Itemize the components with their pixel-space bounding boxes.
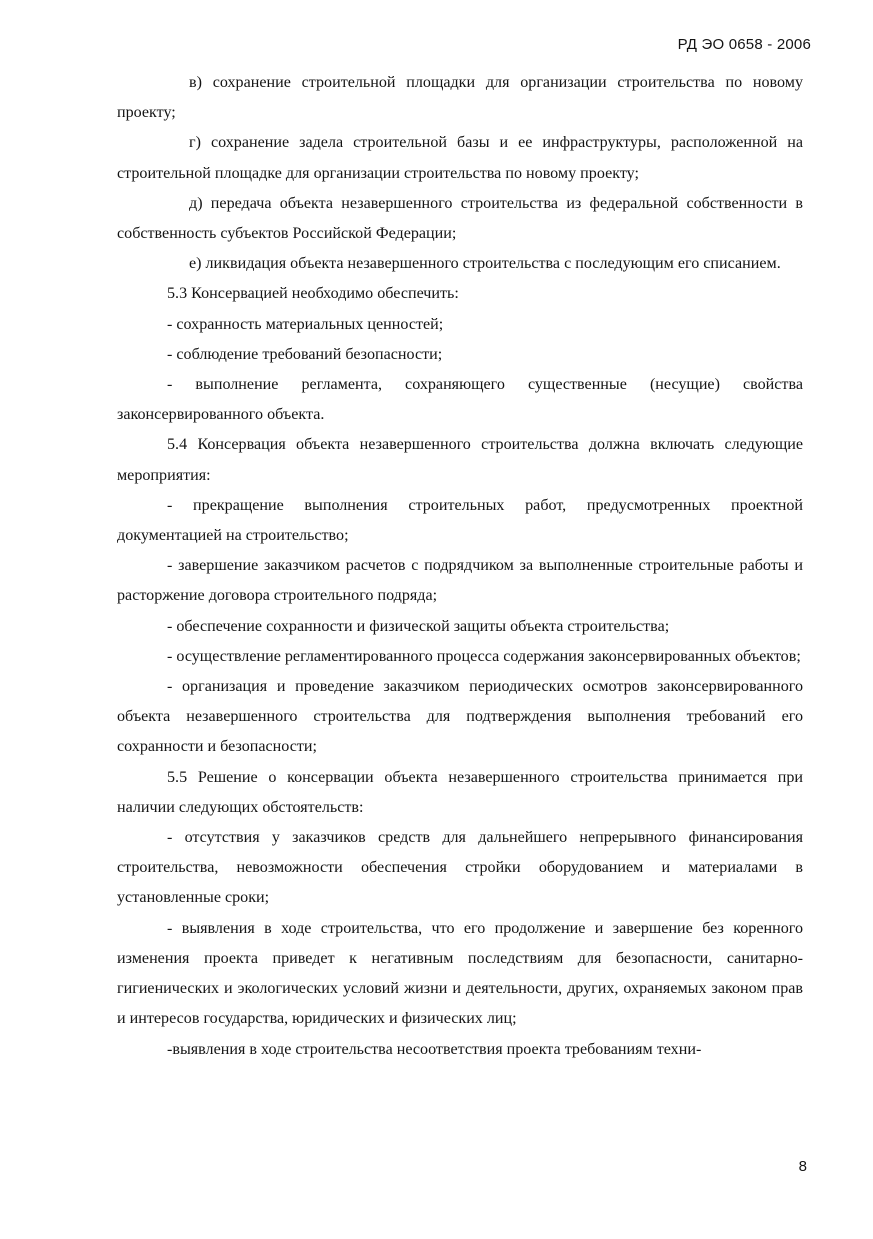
page-number: 8 xyxy=(798,1158,807,1175)
list-item-e: е) ликвидация объекта незавершенного строительства с последующим его списанием. xyxy=(189,255,781,273)
document-body xyxy=(117,68,803,1065)
section-5-5-heading: 5.5 Решение о консервации объекта незавершенного строительства принимается при наличии следующих обстоятельств: xyxy=(117,768,803,816)
section-5-4-heading: 5.4 Консервация объекта незавершенного строительства должна включать следующие мероприятия: xyxy=(117,436,803,484)
section-5-3-heading: 5.3 Консервацией необходимо обеспечить: xyxy=(167,285,459,303)
list-item-d: д) передача объекта незавершенного строительства из федеральной собственности в собственность субъектов Российской Федерации; xyxy=(117,194,803,243)
section-5-5-item: -выявления в ходе строительства несоответствия проекта требованиям техни- xyxy=(167,1040,702,1058)
section-5-4-item: - осуществление регламентированного процесса содержания законсервированных объектов; xyxy=(167,647,801,665)
document-code: РД ЭО 0658 - 2006 xyxy=(677,36,811,53)
list-item-v: в) сохранение строительной площадки для организации строительства по новому проекту; xyxy=(117,74,803,122)
section-5-3-item: - выполнение регламента, сохраняющего существенные (несущие) свойства законсервированного объекта. xyxy=(117,376,803,424)
section-5-5-item: - отсутствия у заказчиков средств для дальнейшего непрерывного финансирования строительства, невозможности обеспечения стройки оборудованием и материалами в установленные сроки; xyxy=(117,829,803,907)
section-5-4-item: - организация и проведение заказчиком периодических осмотров законсервированного объекта незавершенного строительства для подтверждения выполнения требований его сохранности и безопасности; xyxy=(117,678,803,756)
section-5-4-item: - завершение заказчиком расчетов с подрядчиком за выполненные строительные работы и расторжение договора строительного подряда; xyxy=(117,557,803,605)
section-5-3-item: - соблюдение требований безопасности; xyxy=(167,345,443,363)
list-item-g: г) сохранение задела строительной базы и ее инфраструктуры, расположенной на строительной площадке для организации строительства по новому проекту; xyxy=(117,134,803,182)
section-5-3-item: - сохранность материальных ценностей; xyxy=(167,315,444,333)
section-5-4-item: - обеспечение сохранности и физической защиты объекта строительства; xyxy=(167,617,670,635)
section-5-4-item: - прекращение выполнения строительных работ, предусмотренных проектной документацией на строительство; xyxy=(117,496,803,545)
section-5-5-item: - выявления в ходе строительства, что его продолжение и завершение без коренного изменения проекта приведет к негативным последствиям для безопасности, санитарно-гигиенических и экологических условий жизни и деятельности, других, охраняемых законом прав и интересов государства, юридических и физических лиц; xyxy=(117,919,803,1028)
